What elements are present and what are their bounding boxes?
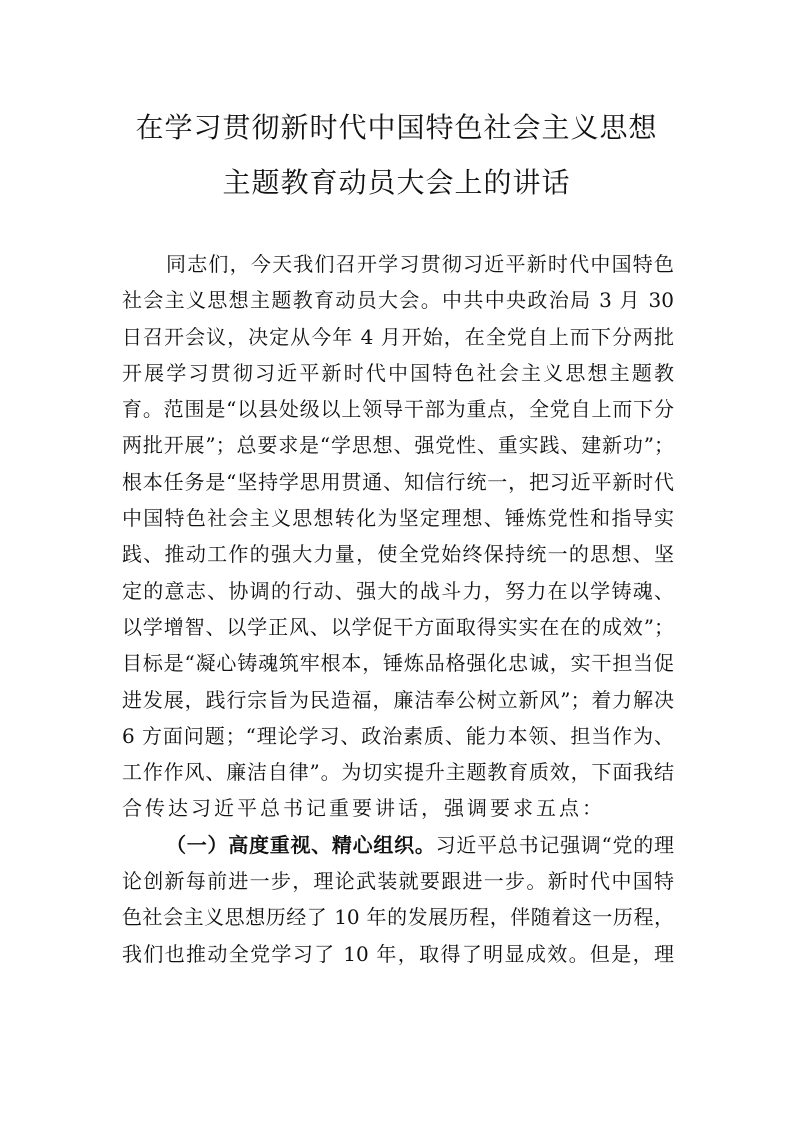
text-line: 进发展，践行宗旨为民造福，廉洁奉公树立新风”；着力解决 (122, 687, 674, 712)
section-heading: （一）高度重视、精心组织。 (166, 832, 436, 857)
text-line: 定的意志、协调的行动、强大的战斗力，努力在以学铸魂、 (122, 578, 674, 603)
text-line: 目标是“凝心铸魂筑牢根本，锤炼品格强化忠诚，实干担当促 (122, 651, 674, 676)
document-title-line-2: 主题教育动员大会上的讲话 (222, 166, 571, 199)
text-line: 合传达习近平总书记重要讲话，强调要求五点： (122, 796, 605, 821)
text-line: 工作作风、廉洁自律”。为切实提升主题教育质效，下面我结 (122, 760, 674, 785)
text-line: 6 方面问题；“理论学习、政治素质、能力本领、担当作为、 (122, 723, 674, 748)
text-line: 开展学习贯彻习近平新时代中国特色社会主义思想主题教 (122, 360, 674, 385)
text-line: 社会主义思想主题教育动员大会。中共中央政治局 3 月 30 (122, 288, 674, 313)
document-title-line-1: 在学习贯彻新时代中国特色社会主义思想 (135, 111, 658, 144)
text-line: 我们也推动全党学习了 10 年，取得了明显成效。但是，理 (122, 941, 674, 966)
text-line: 中国特色社会主义思想转化为坚定理想、锤炼党性和指导实 (122, 506, 674, 531)
text-line: 育。范围是“以县处级以上领导干部为重点，全党自上而下分 (122, 397, 674, 422)
text-line: 两批开展”；总要求是“学思想、强党性、重实践、建新功”； (122, 433, 674, 458)
text-line: 日召开会议，决定从今年 4 月开始，在全党自上而下分两批 (122, 324, 674, 349)
text-line: 以学增智、以学正风、以学促干方面取得实实在在的成效”； (122, 614, 674, 639)
document-body (122, 246, 674, 972)
text-line: 同志们，今天我们召开学习贯彻习近平新时代中国特色 (166, 252, 674, 276)
text-line: 色社会主义思想历经了 10 年的发展历程，伴随着这一历程， (122, 905, 674, 930)
paragraph-point-1 (122, 827, 674, 972)
text-line: 根本任务是“坚持学思用贯通、知信行统一，把习近平新时代 (122, 469, 674, 494)
text-span: 习近平总书记强调“党的理 (435, 832, 674, 857)
text-line: 践、推动工作的强大力量，使全党始终保持统一的思想、坚 (122, 542, 674, 567)
text-line (122, 827, 674, 863)
paragraph-intro (122, 246, 674, 827)
text-line: 论创新每前进一步，理论武装就要跟进一步。新时代中国特 (122, 869, 674, 894)
